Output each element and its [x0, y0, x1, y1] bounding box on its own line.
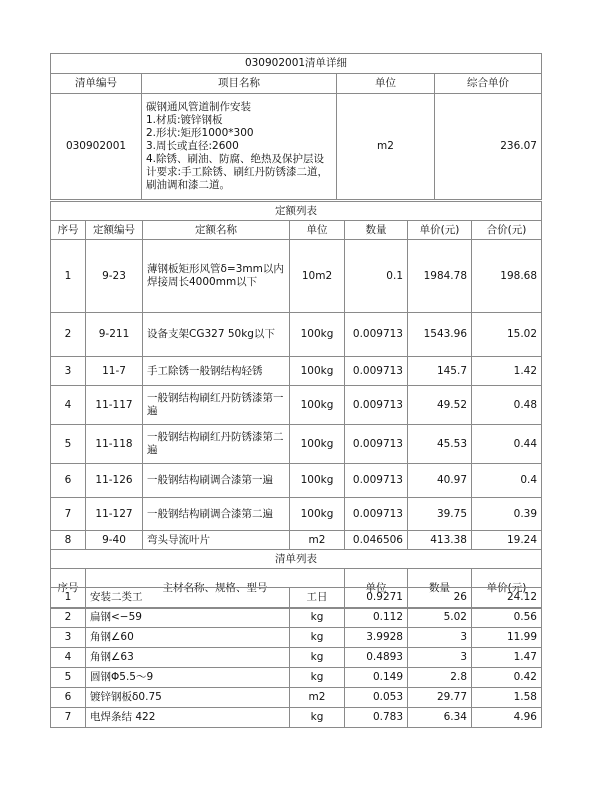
mat-no: 1 [51, 588, 86, 608]
mat-no: 5 [51, 668, 86, 688]
detail-table [50, 201, 542, 609]
mat-no: 2 [51, 608, 86, 628]
list-item [51, 608, 542, 628]
item-row [51, 94, 542, 200]
item-name-line: 3.周长或直径:2600 [146, 140, 239, 152]
row-price: 413.38 [408, 531, 472, 550]
row-qty: 0.046506 [345, 531, 408, 550]
mat-total: 11.99 [472, 628, 542, 648]
col-header: 定额名称 [143, 221, 290, 240]
mat-qty: 0.112 [345, 608, 408, 628]
col-header: 单价(元) [408, 221, 472, 240]
mat-total: 1.58 [472, 688, 542, 708]
mat-name: 安装二类工 [86, 588, 290, 608]
col-header: 单位 [345, 569, 408, 609]
mat-qty: 0.783 [345, 708, 408, 728]
mat-name: 镀锌钢板δ0.75 [86, 688, 290, 708]
row-total: 19.24 [472, 531, 542, 550]
item-name-line: 2.形状:矩形1000*300 [146, 127, 254, 139]
mat-qty: 0.149 [345, 668, 408, 688]
summary-table [50, 53, 542, 200]
item-name [142, 94, 337, 200]
list-item [51, 588, 542, 608]
row-total: 0.44 [472, 425, 542, 464]
col-header: 主材名称、规格、型号 [86, 569, 345, 609]
mat-price: 3 [408, 628, 472, 648]
row-code: 11-7 [86, 357, 143, 386]
page-title: 030902001清单详细 [51, 54, 542, 74]
row-name: 一般钢结构刷红丹防锈漆第二遍 [143, 425, 290, 464]
table-row [51, 531, 542, 550]
mat-total: 4.96 [472, 708, 542, 728]
row-no: 3 [51, 357, 86, 386]
summary-header-row [51, 74, 542, 94]
col-header: 序号 [51, 569, 86, 609]
list-item [51, 688, 542, 708]
table-row [51, 498, 542, 531]
mat-total: 1.47 [472, 648, 542, 668]
col-header: 数量 [408, 569, 472, 609]
table-row [51, 240, 542, 313]
col-header: 单位 [290, 221, 345, 240]
row-total: 198.68 [472, 240, 542, 313]
row-price: 49.52 [408, 386, 472, 425]
row-unit: 100kg [290, 498, 345, 531]
mat-unit: m2 [290, 688, 345, 708]
mat-unit: 工日 [290, 588, 345, 608]
row-no: 1 [51, 240, 86, 313]
item-name-line: 碳钢通风管道制作安装 [146, 101, 251, 113]
row-qty: 0.009713 [345, 357, 408, 386]
mat-no: 4 [51, 648, 86, 668]
price-header: 综合单价 [435, 74, 542, 94]
mat-price: 29.77 [408, 688, 472, 708]
item-code: 030902001 [51, 94, 142, 200]
row-qty: 0.009713 [345, 386, 408, 425]
mat-price: 5.02 [408, 608, 472, 628]
row-unit: 100kg [290, 386, 345, 425]
row-name: 设备支架CG327 50kg以下 [143, 313, 290, 357]
row-no: 8 [51, 531, 86, 550]
mat-unit: kg [290, 708, 345, 728]
mat-name: 圆钢Φ5.5～9 [86, 668, 290, 688]
row-qty: 0.009713 [345, 498, 408, 531]
mat-name: 角钢∠63 [86, 648, 290, 668]
row-code: 11-127 [86, 498, 143, 531]
quota-section-title: 定额列表 [51, 202, 542, 221]
table-row [51, 357, 542, 386]
row-unit: 100kg [290, 313, 345, 357]
row-total: 0.4 [472, 464, 542, 498]
quota-header-row [51, 221, 542, 240]
mat-unit: kg [290, 628, 345, 648]
row-total: 0.48 [472, 386, 542, 425]
row-no: 4 [51, 386, 86, 425]
mat-price: 2.8 [408, 668, 472, 688]
mat-price: 6.34 [408, 708, 472, 728]
row-price: 1984.78 [408, 240, 472, 313]
row-name: 一般钢结构刷红丹防锈漆第一遍 [143, 386, 290, 425]
mat-total: 24.12 [472, 588, 542, 608]
mat-name: 电焊条结 422 [86, 708, 290, 728]
code-header: 清单编号 [51, 74, 142, 94]
row-qty: 0.009713 [345, 464, 408, 498]
row-name: 薄钢板矩形风管δ=3mm以内焊接周长4000mm以下 [143, 240, 290, 313]
mat-qty: 0.4893 [345, 648, 408, 668]
title-row [51, 54, 542, 74]
row-name: 一般钢结构刷调合漆第一遍 [143, 464, 290, 498]
table-row [51, 313, 542, 357]
materials-table [50, 587, 542, 728]
row-unit: 100kg [290, 425, 345, 464]
row-price: 40.97 [408, 464, 472, 498]
row-qty: 0.009713 [345, 313, 408, 357]
name-header: 项目名称 [142, 74, 337, 94]
mat-qty: 0.9271 [345, 588, 408, 608]
mat-total: 0.42 [472, 668, 542, 688]
col-header: 序号 [51, 221, 86, 240]
row-price: 45.53 [408, 425, 472, 464]
row-no: 6 [51, 464, 86, 498]
row-code: 9-40 [86, 531, 143, 550]
row-no: 2 [51, 313, 86, 357]
mat-name: 角钢∠60 [86, 628, 290, 648]
mat-name: 扁钢<−59 [86, 608, 290, 628]
quota-section-row [51, 202, 542, 221]
row-code: 11-118 [86, 425, 143, 464]
table-row [51, 464, 542, 498]
row-name: 弯头导流叶片 [143, 531, 290, 550]
row-unit: m2 [290, 531, 345, 550]
row-unit: 100kg [290, 357, 345, 386]
list-item [51, 668, 542, 688]
col-header: 数量 [345, 221, 408, 240]
item-price: 236.07 [435, 94, 542, 200]
mat-no: 6 [51, 688, 86, 708]
row-total: 1.42 [472, 357, 542, 386]
mat-unit: kg [290, 648, 345, 668]
mat-price: 26 [408, 588, 472, 608]
mat-price: 3 [408, 648, 472, 668]
row-qty: 0.1 [345, 240, 408, 313]
item-unit: m2 [337, 94, 435, 200]
row-no: 5 [51, 425, 86, 464]
mat-qty: 0.053 [345, 688, 408, 708]
row-total: 15.02 [472, 313, 542, 357]
mat-no: 3 [51, 628, 86, 648]
row-no: 7 [51, 498, 86, 531]
list-item [51, 648, 542, 668]
row-code: 9-23 [86, 240, 143, 313]
list-item [51, 628, 542, 648]
row-name: 一般钢结构刷调合漆第二遍 [143, 498, 290, 531]
row-code: 11-117 [86, 386, 143, 425]
unit-header: 单位 [337, 74, 435, 94]
col-header: 单价(元) [472, 569, 542, 609]
item-name-line: 4.除锈、刷油、防腐、绝热及保护层设计要求:手工除锈、刷红丹防锈漆二道，刷油调和漆二道。 [146, 153, 329, 191]
table-row [51, 386, 542, 425]
row-code: 11-126 [86, 464, 143, 498]
mat-no: 7 [51, 708, 86, 728]
row-name: 手工除锈一般钢结构轻锈 [143, 357, 290, 386]
mat-unit: kg [290, 608, 345, 628]
row-code: 9-211 [86, 313, 143, 357]
table-row [51, 425, 542, 464]
col-header: 定额编号 [86, 221, 143, 240]
row-qty: 0.009713 [345, 425, 408, 464]
item-name-line: 1.材质:镀锌钢板 [146, 114, 223, 126]
material-section-row [51, 550, 542, 569]
row-price: 145.7 [408, 357, 472, 386]
row-total: 0.39 [472, 498, 542, 531]
material-section-title: 清单列表 [51, 550, 542, 569]
mat-qty: 3.9928 [345, 628, 408, 648]
mat-total: 0.56 [472, 608, 542, 628]
list-item [51, 708, 542, 728]
row-unit: 100kg [290, 464, 345, 498]
row-price: 1543.96 [408, 313, 472, 357]
row-unit: 10m2 [290, 240, 345, 313]
row-price: 39.75 [408, 498, 472, 531]
col-header: 合价(元) [472, 221, 542, 240]
mat-unit: kg [290, 668, 345, 688]
